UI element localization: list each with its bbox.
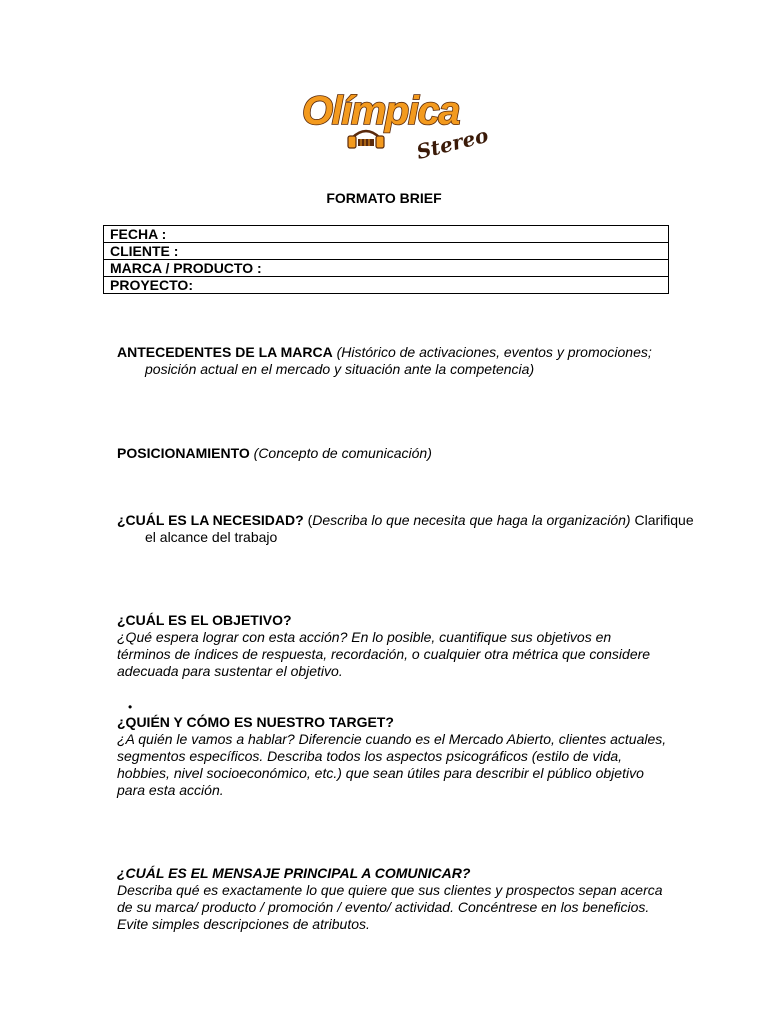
marca-producto-cell[interactable]: MARCA / PRODUCTO : [104, 260, 669, 277]
list-bullet: • [128, 700, 133, 714]
olimpica-stereo-logo [298, 84, 491, 164]
cliente-cell[interactable]: CLIENTE : [104, 243, 669, 260]
section-desc: Describa qué es exactamente lo que quiere que sus clientes y prospectos sepan acerca de su marca/ producto / promoción / evento/ actividad. Concéntrese en los beneficios. Evite simples descripciones de atributos. [117, 882, 663, 932]
section-desc: ¿Qué espera lograr con esta acción? En lo posible, cuantifique sus objetivos en términos de índices de respuesta, recordación, o cualquier otra métrica que considere adecuada para sustentar el objetivo. [117, 629, 651, 679]
section-necesidad [117, 512, 695, 546]
section-desc-cont: promociones; posición actual en el mercado y situación ante la competencia) [145, 344, 652, 377]
section-heading: ANTECEDENTES DE LA MARCA [117, 344, 333, 360]
fecha-cell[interactable]: FECHA : [104, 226, 669, 243]
section-objetivo [117, 612, 667, 680]
section-heading: ¿CUÁL ES EL OBJETIVO? [117, 612, 292, 628]
section-heading: ¿CUÁL ES LA NECESIDAD? [117, 512, 304, 528]
section-heading: ¿QUIÉN Y CÓMO ES NUESTRO TARGET? [117, 714, 394, 730]
section-desc: ¿A quién le vamos a hablar? Diferencie cuando es el Mercado Abierto, clientes actuales, segmentos específicos. Describa todos los aspectos psicográficos (estilo de vida, hobbies, nivel socioeconómico, etc.) que sean útiles para describir el público objetivo para esta acción. [117, 731, 667, 798]
section-mensaje [117, 865, 667, 933]
table-row [104, 243, 669, 260]
section-desc: Describa lo que necesita que haga la organización) [312, 512, 631, 528]
brief-info-table [103, 225, 669, 294]
section-desc-plain: Clarifique el alcance del trabajo [145, 512, 694, 545]
paren-open: ( [307, 512, 313, 528]
section-desc: (Concepto de comunicación) [253, 445, 432, 461]
section-target [117, 714, 667, 799]
table-row [104, 277, 669, 294]
logo-sub-text: Stereo [413, 122, 491, 164]
section-posicionamiento [117, 445, 667, 462]
table-row [104, 260, 669, 277]
section-heading: ¿CUÁL ES EL MENSAJE PRINCIPAL A COMUNICAR? [117, 865, 471, 881]
logo-main-text: Olímpica [302, 89, 459, 133]
document-title: FORMATO BRIEF [326, 190, 442, 206]
section-heading: POSICIONAMIENTO [117, 445, 250, 461]
section-antecedentes [117, 344, 695, 378]
table-row [104, 226, 669, 243]
section-desc: (Histórico de activaciones, eventos y [336, 344, 564, 360]
headphones-icon [348, 131, 384, 148]
proyecto-cell[interactable]: PROYECTO: [104, 277, 669, 294]
